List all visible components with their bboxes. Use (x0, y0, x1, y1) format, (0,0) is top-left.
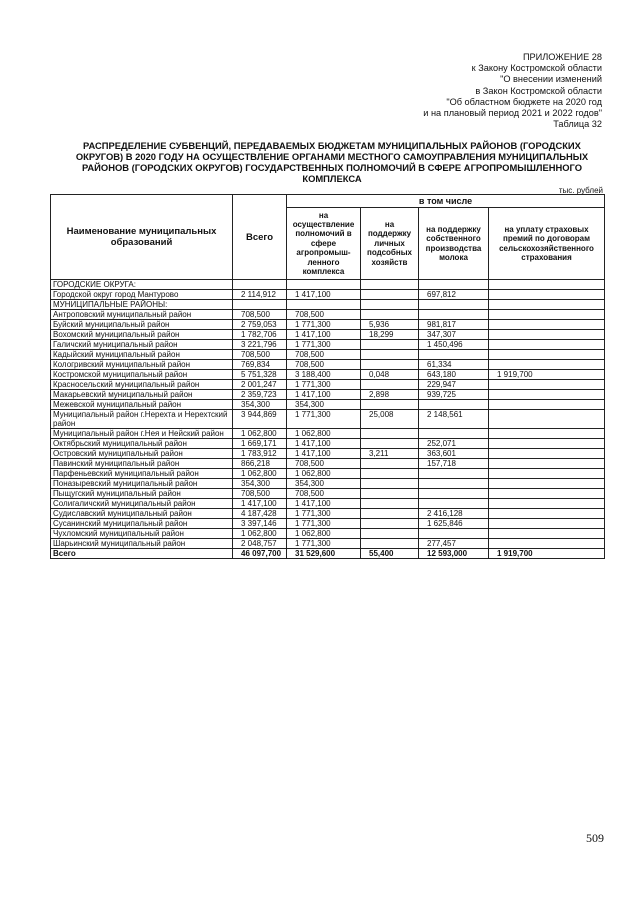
cell-total (233, 280, 287, 290)
cell-milk-production: 157,718 (419, 459, 489, 469)
table-row (51, 340, 605, 350)
table-row (51, 479, 605, 489)
cell-milk-production: 363,601 (419, 449, 489, 459)
cell-agro-powers: 708,500 (287, 360, 361, 370)
cell-private-farms (361, 529, 419, 539)
cell-private-farms (361, 280, 419, 290)
cell-name: Кадыйский муниципальный район (51, 350, 233, 360)
cell-name: Солигаличский муниципальный район (51, 499, 233, 509)
cell-milk-production: 229,947 (419, 380, 489, 390)
cell-total: 3 397,146 (233, 519, 287, 529)
cell-total: 1 782,706 (233, 330, 287, 340)
cell-agro-powers: 354,300 (287, 400, 361, 410)
header-total: Всего (233, 195, 287, 280)
cell-name: Кологривский муниципальный район (51, 360, 233, 370)
table-row (51, 330, 605, 340)
cell-name: Сусанинский муниципальный район (51, 519, 233, 529)
cell-name: Муниципальный район г.Нерехта и Нерехтский район (51, 410, 233, 429)
cell-agro-powers: 1 771,300 (287, 509, 361, 519)
cell-milk-production (419, 280, 489, 290)
cell-agro-powers: 1 771,300 (287, 380, 361, 390)
cell-private-farms (361, 310, 419, 320)
cell-insurance: 1 919,700 (489, 370, 605, 380)
header-line: Таблица 32 (553, 119, 602, 130)
cell-total: 1 062,800 (233, 429, 287, 439)
cell-insurance (489, 320, 605, 330)
cell-private-farms (361, 340, 419, 350)
cell-insurance (489, 390, 605, 400)
cell-agro-powers: 1 417,100 (287, 330, 361, 340)
table-row (51, 380, 605, 390)
cell-private-farms: 55,400 (361, 549, 419, 559)
section-row (51, 280, 605, 290)
cell-private-farms (361, 400, 419, 410)
cell-total: 1 783,912 (233, 449, 287, 459)
units-label: тыс. рублей (558, 186, 603, 195)
cell-insurance (489, 509, 605, 519)
cell-total: 3 944,869 (233, 410, 287, 429)
cell-agro-powers: 1 771,300 (287, 519, 361, 529)
header-line: ПРИЛОЖЕНИЕ 28 (522, 52, 602, 62)
table-row (51, 310, 605, 320)
cell-insurance (489, 340, 605, 350)
section-row (51, 300, 605, 310)
cell-private-farms: 5,936 (361, 320, 419, 330)
page-number: 509 (586, 831, 604, 845)
cell-milk-production: 643,180 (419, 370, 489, 380)
cell-private-farms (361, 290, 419, 300)
cell-agro-powers: 31 529,600 (287, 549, 361, 559)
cell-milk-production: 981,817 (419, 320, 489, 330)
cell-insurance (489, 410, 605, 429)
cell-private-farms (361, 360, 419, 370)
cell-private-farms (361, 429, 419, 439)
table-row (51, 390, 605, 400)
total-row (51, 549, 605, 559)
cell-total: 708,500 (233, 310, 287, 320)
cell-name: ГОРОДСКИЕ ОКРУГА: (51, 280, 233, 290)
cell-milk-production: 697,812 (419, 290, 489, 300)
cell-total: 2 114,912 (233, 290, 287, 300)
cell-name: Костромской муниципальный район (51, 370, 233, 380)
cell-insurance (489, 330, 605, 340)
header-agro-powers: на осуществление полномочий в сфере агропромыш-ленного комплекса (287, 208, 361, 280)
table-row (51, 400, 605, 410)
table-row (51, 509, 605, 519)
cell-agro-powers: 1 417,100 (287, 499, 361, 509)
cell-name: Островский муниципальный район (51, 449, 233, 459)
table-row (51, 519, 605, 529)
cell-name: Межевской муниципальный район (51, 400, 233, 410)
table-row (51, 459, 605, 469)
header-insurance: на уплату страховых премий по договорам сельскохозяйственного страхования (489, 208, 605, 280)
cell-name: Шарьинский муниципальный район (51, 539, 233, 549)
cell-insurance (489, 310, 605, 320)
cell-milk-production (419, 400, 489, 410)
cell-milk-production: 1 450,496 (419, 340, 489, 350)
cell-total: 708,500 (233, 350, 287, 360)
cell-insurance (489, 519, 605, 529)
header-line: "О внесении изменений (500, 74, 602, 85)
cell-name: Чухломский муниципальный район (51, 529, 233, 539)
cell-private-farms (361, 509, 419, 519)
cell-name: МУНИЦИПАЛЬНЫЕ РАЙОНЫ: (51, 300, 233, 310)
cell-insurance (489, 539, 605, 549)
cell-insurance (489, 459, 605, 469)
table-row (51, 350, 605, 360)
cell-name: Октябрьский муниципальный район (51, 439, 233, 449)
table-row (51, 410, 605, 429)
header-line: к Закону Костромской области (471, 63, 602, 74)
cell-insurance (489, 489, 605, 499)
table-row (51, 429, 605, 439)
cell-total: 1 417,100 (233, 499, 287, 509)
cell-total: 3 221,796 (233, 340, 287, 350)
cell-private-farms: 25,008 (361, 410, 419, 429)
table-row (51, 529, 605, 539)
cell-private-farms (361, 539, 419, 549)
cell-total: 2 759,053 (233, 320, 287, 330)
header-group: в том числе (287, 195, 605, 208)
table-row (51, 489, 605, 499)
cell-private-farms: 2,898 (361, 390, 419, 400)
table-row (51, 320, 605, 330)
cell-name: Парфеньевский муниципальный район (51, 469, 233, 479)
cell-agro-powers: 1 771,300 (287, 340, 361, 350)
cell-insurance (489, 400, 605, 410)
cell-total: 1 062,800 (233, 469, 287, 479)
table-row (51, 449, 605, 459)
cell-agro-powers: 1 062,800 (287, 469, 361, 479)
cell-insurance (489, 280, 605, 290)
cell-total: 4 187,428 (233, 509, 287, 519)
header-line: в Закон Костромской области (475, 85, 602, 96)
cell-agro-powers: 1 771,300 (287, 539, 361, 549)
cell-total: 354,300 (233, 479, 287, 489)
cell-private-farms (361, 489, 419, 499)
cell-name: Макарьевский муниципальный район (51, 390, 233, 400)
cell-name: Муниципальный район г.Нея и Нейский район (51, 429, 233, 439)
cell-milk-production: 2 148,561 (419, 410, 489, 429)
table-row (51, 499, 605, 509)
cell-total: 46 097,700 (233, 549, 287, 559)
cell-name: Вохомский муниципальный район (51, 330, 233, 340)
cell-name: Судиславский муниципальный район (51, 509, 233, 519)
cell-insurance (489, 469, 605, 479)
table-row (51, 360, 605, 370)
cell-private-farms (361, 499, 419, 509)
table-row (51, 290, 605, 300)
cell-insurance (489, 429, 605, 439)
cell-agro-powers: 354,300 (287, 479, 361, 489)
cell-agro-powers: 3 188,400 (287, 370, 361, 380)
cell-name: Буйский муниципальный район (51, 320, 233, 330)
cell-milk-production: 61,334 (419, 360, 489, 370)
cell-private-farms: 3,211 (361, 449, 419, 459)
cell-total: 2 359,723 (233, 390, 287, 400)
cell-insurance (489, 350, 605, 360)
cell-total: 866,218 (233, 459, 287, 469)
cell-insurance (489, 529, 605, 539)
cell-private-farms (361, 459, 419, 469)
cell-agro-powers: 708,500 (287, 459, 361, 469)
cell-insurance (489, 479, 605, 489)
header-milk-production: на поддержку собственного производства молока (419, 208, 489, 280)
cell-private-farms (361, 439, 419, 449)
cell-insurance: 1 919,700 (489, 549, 605, 559)
cell-private-farms (361, 380, 419, 390)
cell-name: Антроповский муниципальный район (51, 310, 233, 320)
cell-total (233, 300, 287, 310)
cell-milk-production (419, 489, 489, 499)
table-row (51, 370, 605, 380)
header-name: Наименование муниципальных образований (51, 195, 233, 280)
cell-insurance (489, 290, 605, 300)
cell-total: 1 669,171 (233, 439, 287, 449)
cell-name: Красносельский муниципальный район (51, 380, 233, 390)
cell-agro-powers: 708,500 (287, 489, 361, 499)
table-row (51, 439, 605, 449)
cell-total: 2 001,247 (233, 380, 287, 390)
cell-agro-powers: 708,500 (287, 310, 361, 320)
cell-milk-production: 939,725 (419, 390, 489, 400)
cell-private-farms (361, 300, 419, 310)
cell-name: Поназыревский муниципальный район (51, 479, 233, 489)
cell-milk-production (419, 429, 489, 439)
cell-milk-production (419, 479, 489, 489)
cell-private-farms: 0,048 (361, 370, 419, 380)
cell-private-farms (361, 479, 419, 489)
cell-agro-powers: 1 062,800 (287, 429, 361, 439)
cell-agro-powers (287, 300, 361, 310)
cell-name: Галичский муниципальный район (51, 340, 233, 350)
cell-total: 708,500 (233, 489, 287, 499)
cell-private-farms: 18,299 (361, 330, 419, 340)
appendix-header (302, 52, 602, 130)
cell-agro-powers (287, 280, 361, 290)
table-row (51, 469, 605, 479)
document-title: РАСПРЕДЕЛЕНИЕ СУБВЕНЦИЙ, ПЕРЕДАВАЕМЫХ БЮДЖЕТАМ МУНИЦИПАЛЬНЫХ РАЙОНОВ (ГОРОДСКИХ ОКРУГОВ) В 2020 ГОДУ НА ОСУЩЕСТВЛЕНИЕ ОРГАНАМИ МЕСТНОГО САМОУПРАВЛЕНИЯ МУНИЦИПАЛЬНЫХ РАЙОНОВ (ГОРОДСКИХ ОКРУГОВ) ГОСУДАРСТВЕННЫХ ПОЛНОМОЧИЙ В СФЕРЕ АГРОПРОМЫШЛЕННОГО КОМПЛЕКСА (75, 140, 589, 184)
cell-insurance (489, 300, 605, 310)
cell-agro-powers: 1 771,300 (287, 320, 361, 330)
header-private-farms: на поддержку личных подсобных хозяйств (361, 208, 419, 280)
cell-agro-powers: 708,500 (287, 350, 361, 360)
cell-name: Павинский муниципальный район (51, 459, 233, 469)
cell-milk-production (419, 529, 489, 539)
cell-milk-production: 2 416,128 (419, 509, 489, 519)
cell-total: 2 048,757 (233, 539, 287, 549)
cell-agro-powers: 1 771,300 (287, 410, 361, 429)
cell-milk-production: 347,307 (419, 330, 489, 340)
cell-insurance (489, 380, 605, 390)
cell-insurance (489, 439, 605, 449)
cell-insurance (489, 499, 605, 509)
cell-milk-production (419, 469, 489, 479)
cell-insurance (489, 360, 605, 370)
cell-total: 769,834 (233, 360, 287, 370)
cell-milk-production: 12 593,000 (419, 549, 489, 559)
cell-total: 1 062,800 (233, 529, 287, 539)
cell-total: 5 751,328 (233, 370, 287, 380)
cell-total: 354,300 (233, 400, 287, 410)
cell-milk-production (419, 499, 489, 509)
cell-milk-production (419, 350, 489, 360)
table-row (51, 539, 605, 549)
cell-private-farms (361, 519, 419, 529)
cell-private-farms (361, 350, 419, 360)
cell-agro-powers: 1 062,800 (287, 529, 361, 539)
header-line: "Об областном бюджете на 2020 год (446, 96, 602, 107)
cell-milk-production (419, 310, 489, 320)
cell-name: Городской округ город Мантурово (51, 290, 233, 300)
cell-name: Всего (51, 549, 233, 559)
cell-agro-powers: 1 417,100 (287, 449, 361, 459)
cell-agro-powers: 1 417,100 (287, 290, 361, 300)
cell-agro-powers: 1 417,100 (287, 390, 361, 400)
cell-name: Пыщугский муниципальный район (51, 489, 233, 499)
cell-milk-production: 252,071 (419, 439, 489, 449)
cell-milk-production (419, 300, 489, 310)
subsidy-table (50, 194, 605, 559)
cell-private-farms (361, 469, 419, 479)
cell-milk-production: 277,457 (419, 539, 489, 549)
cell-milk-production: 1 625,846 (419, 519, 489, 529)
cell-insurance (489, 449, 605, 459)
header-line: и на плановый период 2021 и 2022 годов" (423, 108, 602, 119)
cell-agro-powers: 1 417,100 (287, 439, 361, 449)
